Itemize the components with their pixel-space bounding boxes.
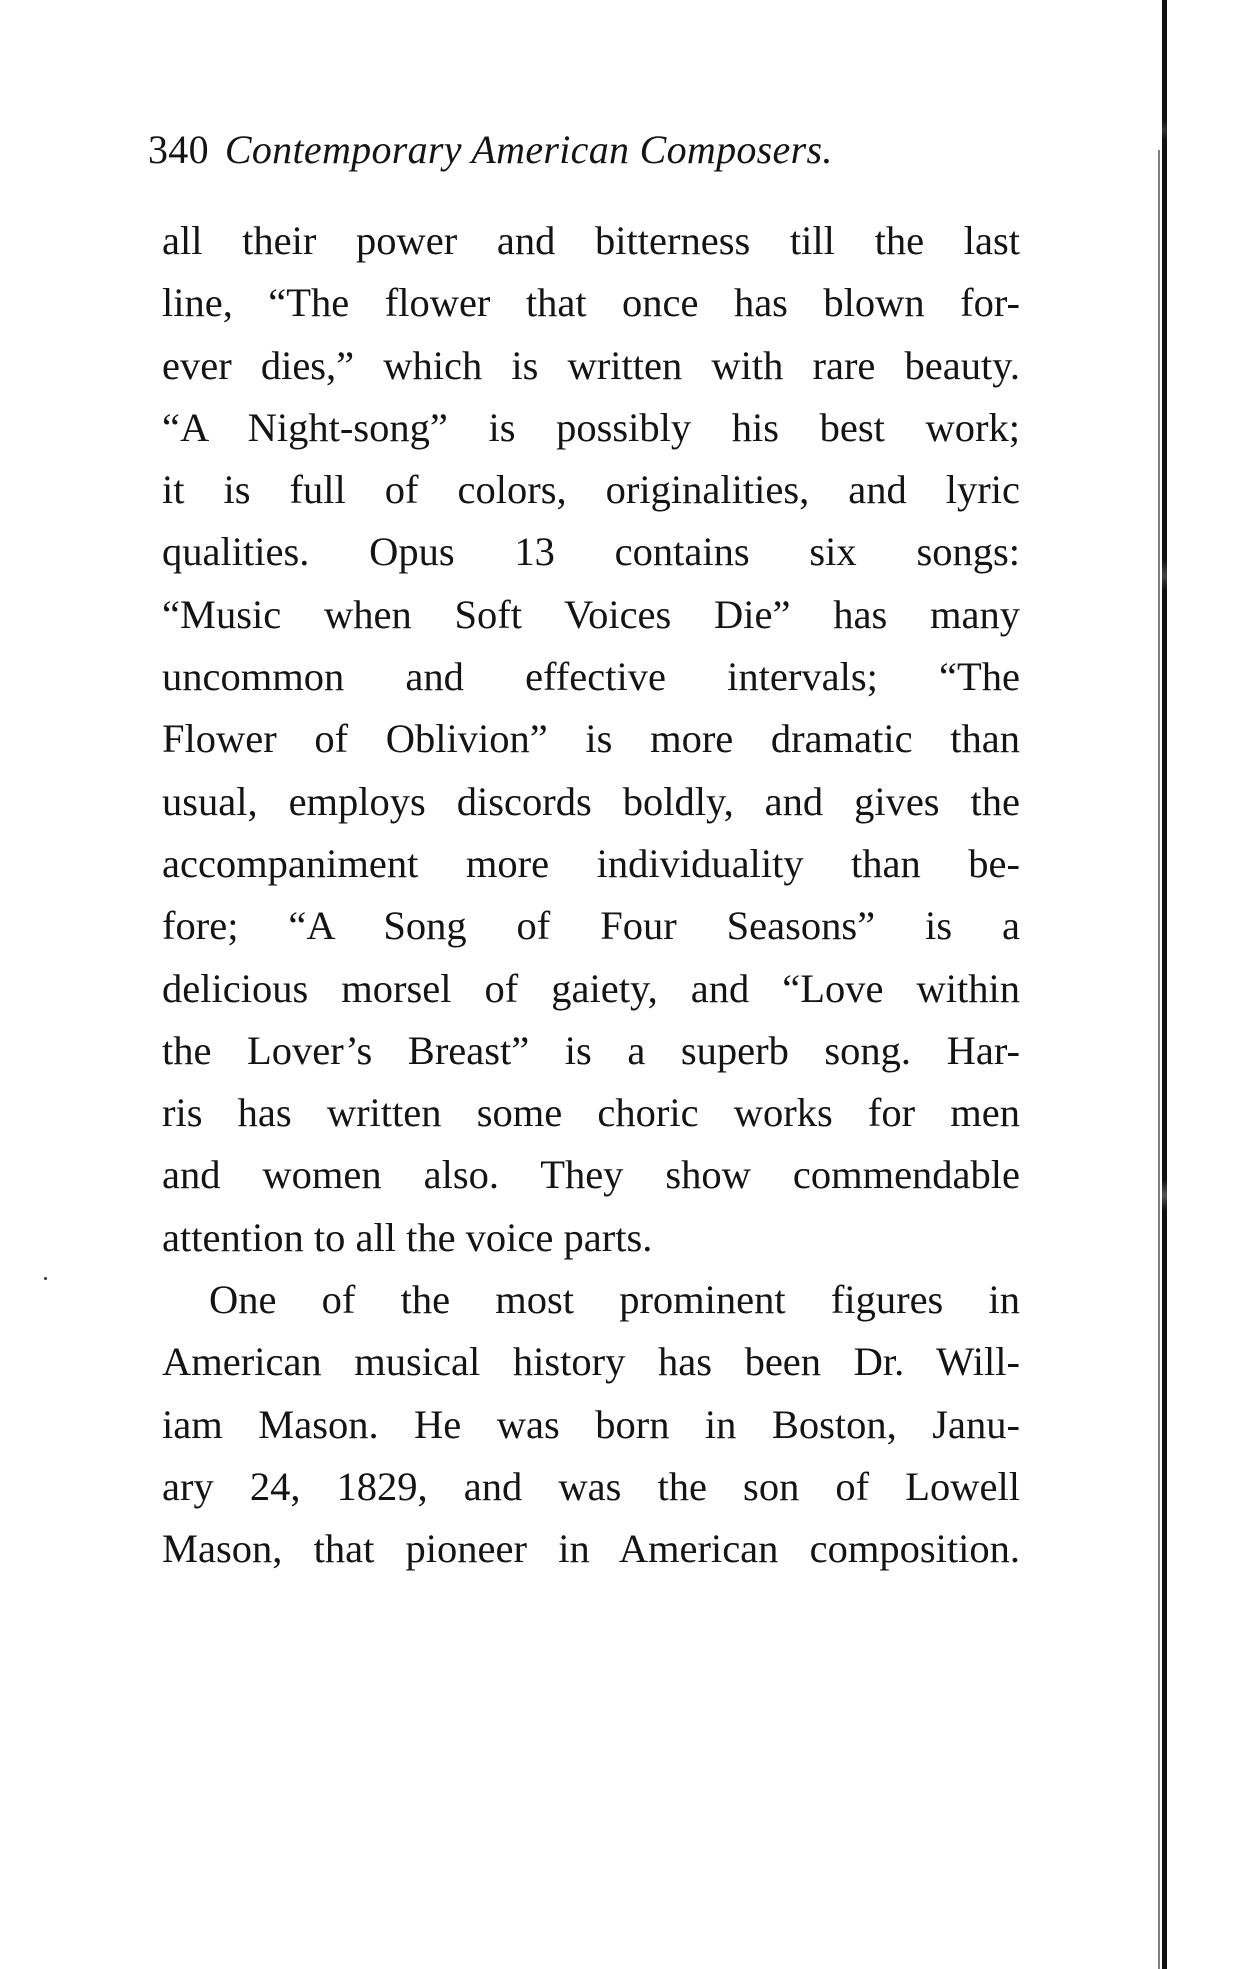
text-line: ary 24, 1829, and was the son of Lowell [162,1463,1020,1509]
text-line: “A Night-song” is possibly his best work; [162,404,1020,450]
page-number: 340 [148,127,209,172]
text-line: Flower of Oblivion” is more dramatic than [162,716,1020,762]
text-line: line, “The flower that once has blown for- [162,280,1020,326]
text-line: it is full of colors, originalities, and lyric [162,467,1020,513]
text-line: fore; “A Song of Four Seasons” is a [162,903,1020,949]
text-line: uncommon and effective intervals; “The [162,654,1020,700]
text-line: American musical history has been Dr. Will- [162,1339,1020,1385]
text-line: iam Mason. He was born in Boston, Janu- [162,1401,1020,1447]
text-line: “Music when Soft Voices Die” has many [162,591,1020,637]
binding-edge [1162,0,1167,1969]
text-line: accompaniment more individuality than be- [162,840,1020,886]
running-title: Contemporary American Composers. [224,127,833,172]
body-text [162,210,1020,1581]
running-head [148,126,833,174]
paragraph-start-line: One of the most prominent figures in [209,1277,1020,1323]
text-line: Mason, that pioneer in American composition. [162,1526,1020,1572]
text-line: usual, employs discords boldly, and gives the [162,778,1020,824]
text-line: ever dies,” which is written with rare beauty. [162,342,1020,388]
text-line: all their power and bitterness till the last [162,218,1020,263]
text-line: qualities. Opus 13 contains six songs: [162,529,1020,575]
text-line: ris has written some choric works for men [162,1090,1020,1136]
page-shadow-line [1158,150,1160,1969]
ink-speck [44,1277,47,1280]
paragraph-end-line: attention to all the voice parts. [162,1214,653,1260]
text-line: delicious morsel of gaiety, and “Love within [162,965,1020,1011]
text-line: the Lover’s Breast” is a superb song. Har- [162,1027,1020,1073]
text-line: and women also. They show commendable [162,1152,1020,1198]
